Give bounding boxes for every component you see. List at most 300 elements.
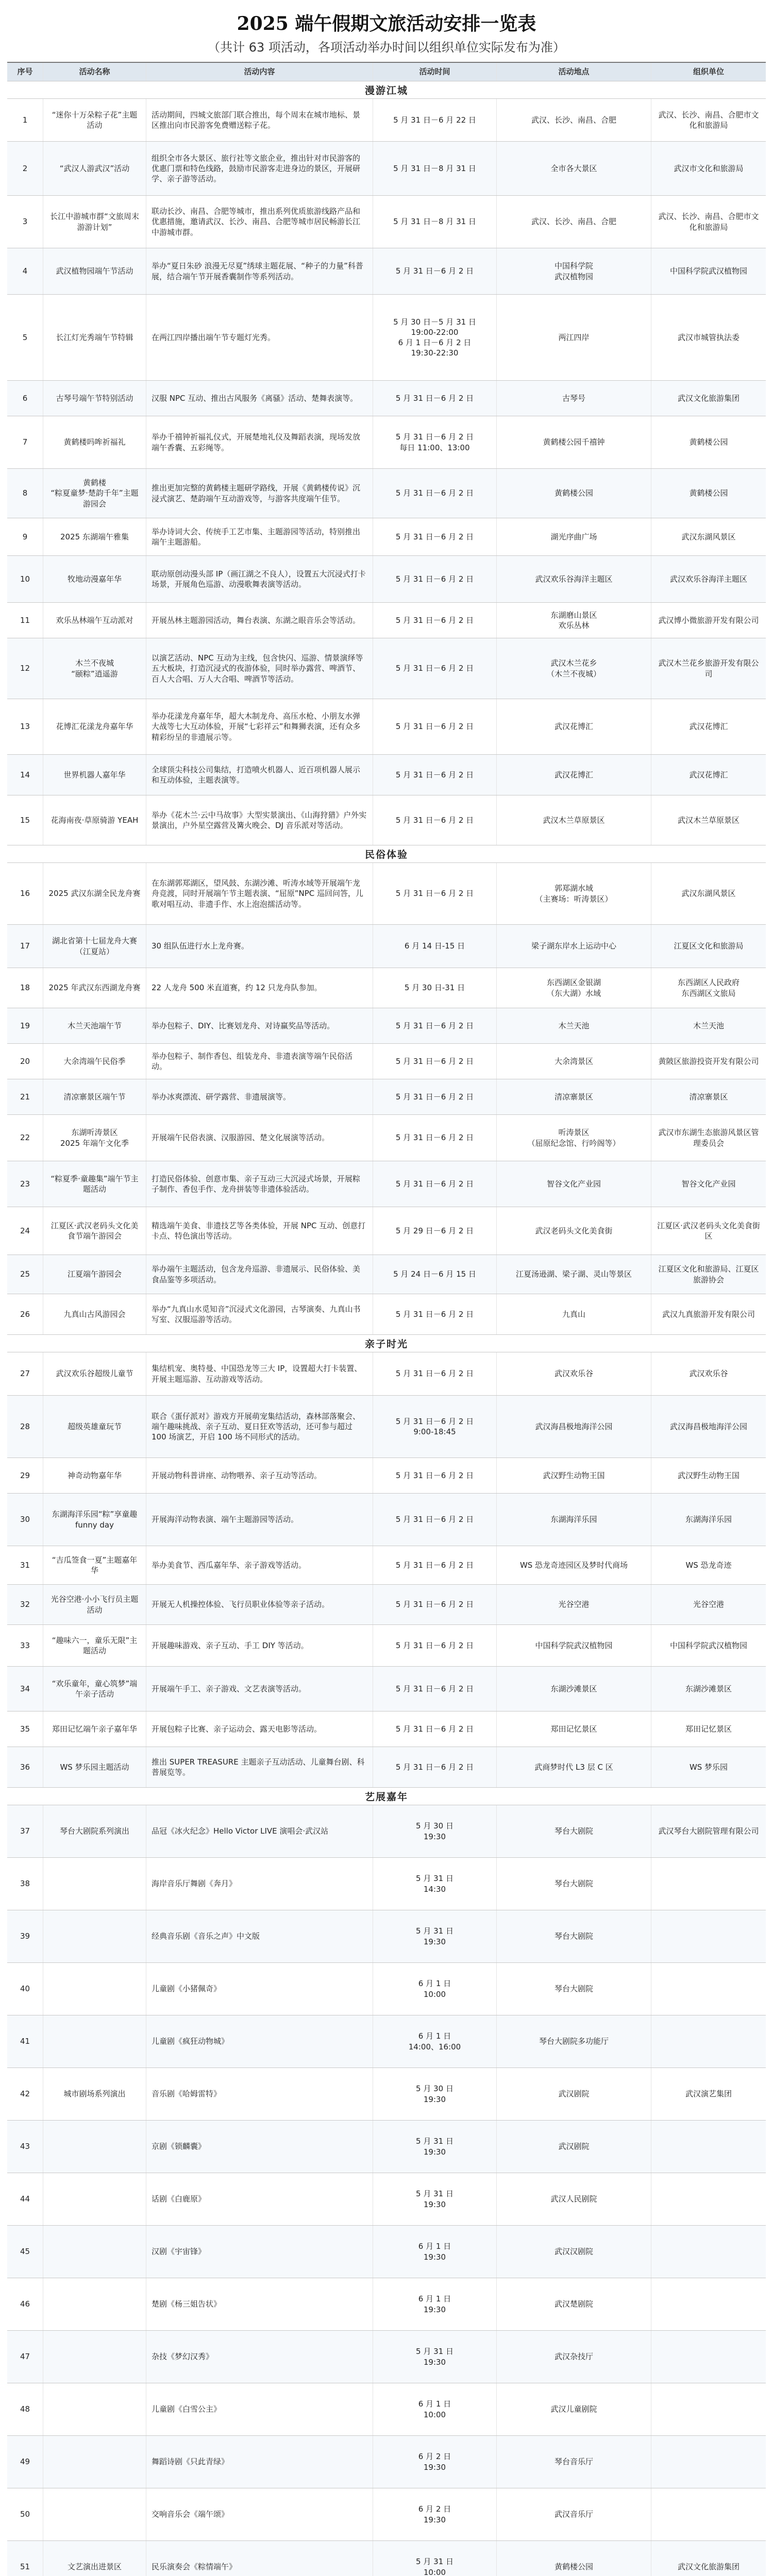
table-row bbox=[7, 142, 766, 196]
activity-location: 武汉海昌极地海洋公园 bbox=[497, 1396, 651, 1458]
activity-time: 5 月 31 日－6 月 2 日 bbox=[373, 556, 497, 602]
activity-name: “吉瓜签食一夏”主题嘉年华 bbox=[43, 1546, 146, 1584]
activity-name: “迷你十万朵粽子花”主题活动 bbox=[43, 99, 146, 141]
activity-time: 5 月 31 日－6 月 2 日 bbox=[373, 603, 497, 638]
row-number: 22 bbox=[7, 1115, 43, 1161]
activity-location: 湖光序曲广场 bbox=[497, 518, 651, 555]
activity-content: 交响音乐会《端午颂》 bbox=[146, 2488, 373, 2540]
activity-name bbox=[43, 2436, 146, 2488]
activity-content: 以演艺活动、NPC 互动为主线，包含快闪、巡游、情景演绎等五大板块，打造沉浸式的夜游体验，同时举办露营、啤酒节、百人大合唱、万人大合唱、啤酒节等活动。 bbox=[146, 638, 373, 699]
activity-time: 5 月 31 日－6 月 2 日 bbox=[373, 1546, 497, 1584]
activity-name: 黄鹤楼吗哞祈福礼 bbox=[43, 416, 146, 468]
header-cell: 活动时间 bbox=[373, 63, 497, 81]
organizer: 武汉木兰草原景区 bbox=[677, 815, 740, 825]
activity-content: 杂技《梦幻汉秀》 bbox=[146, 2331, 373, 2383]
row-number: 23 bbox=[7, 1161, 43, 1207]
row-number: 7 bbox=[7, 416, 43, 468]
organizer: 黄鹤楼公园 bbox=[689, 437, 728, 447]
organizer: 中国科学院武汉植物园 bbox=[669, 1640, 747, 1650]
activity-content: 联动原创动漫头部 IP（画江湖之不良人），设置五大沉浸式打卡场景，开展角色巡游、动漫歌舞表演等活动。 bbox=[146, 556, 373, 602]
organizer: 武汉文化旅游集团 bbox=[677, 393, 740, 403]
activity-location: 黄鹤楼公园 bbox=[497, 2541, 651, 2576]
organizer: 东湖沙滩景区 bbox=[685, 1684, 732, 1693]
organizer bbox=[651, 2278, 766, 2330]
activity-location: 琴台大剧院 bbox=[497, 1910, 651, 1962]
activity-name: 超级英雄童玩节 bbox=[43, 1396, 146, 1458]
activity-content: 举办包粽子、制作香包、组装龙舟、非遗表演等端午民俗活动。 bbox=[146, 1044, 373, 1079]
activity-content: 在东湖郭郑湖区，望风鼓、东湖沙滩、听涛水域等开展端午龙舟竞渡，同时开展端午节主题表演、“屈原”NPC 巡回问答，儿歌对唱互动、非遗手作、水上泡泡擂活动等。 bbox=[146, 863, 373, 924]
organizer bbox=[651, 1963, 766, 2015]
table-row bbox=[7, 1255, 766, 1294]
activity-content: 推出 SUPER TREASURE 主题亲子互动活动、儿童舞台剧、科普展览等。 bbox=[146, 1747, 373, 1787]
organizer: 武汉文化旅游集团 bbox=[677, 2562, 740, 2572]
activity-location: 武汉欢乐谷 bbox=[497, 1352, 651, 1395]
table-row bbox=[7, 381, 766, 416]
activity-location: 黄鹤楼公园 bbox=[497, 469, 651, 518]
activity-name: 花博汇花漾龙舟嘉年华 bbox=[43, 699, 146, 754]
table-row bbox=[7, 755, 766, 795]
row-number: 49 bbox=[7, 2436, 43, 2488]
activity-content: 22 人龙舟 500 米直道赛，约 12 只龙舟队参加。 bbox=[146, 968, 373, 1008]
activity-content: 开展包粽子比赛、亲子运动会、露天电影等活动。 bbox=[146, 1711, 373, 1747]
organizer bbox=[651, 2173, 766, 2225]
table-row bbox=[7, 1747, 766, 1788]
activity-location: 武汉汉剧院 bbox=[497, 2226, 651, 2278]
row-number: 45 bbox=[7, 2226, 43, 2278]
activity-name: 东湖海洋乐园“粽”享童趣 funny day bbox=[43, 1494, 146, 1546]
activity-time: 6 月 1 日 19:30 bbox=[373, 2278, 497, 2330]
activity-name: 木兰天池端午节 bbox=[43, 1008, 146, 1043]
table-row bbox=[7, 1458, 766, 1494]
activity-name: 郑田记忆端午亲子嘉年华 bbox=[43, 1711, 146, 1747]
activity-location: 东湖海洋乐园 bbox=[497, 1494, 651, 1546]
activity-name: “趣味六一，童乐无限”主题活动 bbox=[43, 1625, 146, 1666]
table-row bbox=[7, 2173, 766, 2226]
table-row bbox=[7, 2331, 766, 2383]
activity-name: 武汉植物园端午节活动 bbox=[43, 248, 146, 294]
table-row bbox=[7, 2015, 766, 2068]
table-row bbox=[7, 1546, 766, 1585]
activity-name: 东湖听涛景区 2025 年端午文化季 bbox=[43, 1115, 146, 1161]
activity-location: 武汉、长沙、南昌、合肥 bbox=[497, 99, 651, 141]
row-number: 31 bbox=[7, 1546, 43, 1584]
activity-location: 武汉欢乐谷海洋主题区 bbox=[497, 556, 651, 602]
table-row bbox=[7, 295, 766, 381]
organizer: 智谷文化产业园 bbox=[681, 1179, 736, 1189]
row-number: 19 bbox=[7, 1008, 43, 1043]
row-number: 14 bbox=[7, 755, 43, 795]
activity-content: 举办“九真山水觅知音”沉浸式文化游园，古琴演奏、九真山书写室、汉服巡游等活动。 bbox=[146, 1294, 373, 1334]
organizer: 武汉博小微旅游开发有限公司 bbox=[658, 615, 759, 625]
section-heading: 民俗体验 bbox=[7, 845, 766, 863]
table-row bbox=[7, 968, 766, 1008]
organizer: 武汉演艺集团 bbox=[685, 2089, 732, 2099]
activity-location: 清凉寨景区 bbox=[497, 1079, 651, 1114]
activity-time: 5 月 31 日－6 月 2 日 bbox=[373, 1585, 497, 1624]
organizer: 江夏区文化和旅游局 bbox=[674, 941, 744, 951]
activity-time: 5 月 31 日 19:30 bbox=[373, 2173, 497, 2225]
table-row bbox=[7, 2383, 766, 2436]
table-row bbox=[7, 863, 766, 925]
page-subtitle: （共计 63 项活动，各项活动举办时间以组织单位实际发布为准） bbox=[208, 40, 565, 55]
row-number: 39 bbox=[7, 1910, 43, 1962]
organizer: WS 梦乐园 bbox=[689, 1762, 728, 1772]
activity-time: 5 月 31 日－6 月 2 日 bbox=[373, 699, 497, 754]
organizer: 东西湖区人民政府 东西湖区文旅局 bbox=[677, 978, 740, 998]
row-number: 9 bbox=[7, 518, 43, 555]
activity-content: 开展无人机操控体验、飞行员职业体验等亲子活动。 bbox=[146, 1585, 373, 1624]
activity-location: 琴台大剧院多功能厅 bbox=[497, 2015, 651, 2067]
table-row bbox=[7, 1711, 766, 1747]
organizer: 武汉市城管执法委 bbox=[677, 332, 740, 342]
activity-location: 中国科学院 武汉植物园 bbox=[497, 248, 651, 294]
activity-name: 木兰不夜城 “颐粽”逍遥游 bbox=[43, 638, 146, 699]
activity-time: 5 月 31 日－6 月 2 日 bbox=[373, 1711, 497, 1747]
table-row bbox=[7, 1805, 766, 1858]
organizer bbox=[651, 2331, 766, 2383]
row-number: 16 bbox=[7, 863, 43, 924]
row-number: 25 bbox=[7, 1255, 43, 1294]
section-heading: 亲子时光 bbox=[7, 1335, 766, 1352]
row-number: 27 bbox=[7, 1352, 43, 1395]
activity-content: 30 组队伍进行水上龙舟赛。 bbox=[146, 925, 373, 968]
activity-content: 联合《蛋仔派对》游戏方开展萌宠集结活动，森林部落聚会、端午趣味挑战、亲子互动、夏日狂欢等活动，还可参与超过 100 场演艺，开启 100 场不同形式的活动。 bbox=[146, 1396, 373, 1458]
activity-location: 武汉、长沙、南昌、合肥 bbox=[497, 196, 651, 248]
row-number: 50 bbox=[7, 2488, 43, 2540]
row-number: 46 bbox=[7, 2278, 43, 2330]
activity-name: 黄鹤楼 “粽夏童梦·楚韵千年”主题游园会 bbox=[43, 469, 146, 518]
activity-content: 开展丛林主题游园活动，舞台表演、东湖之眼音乐会等活动。 bbox=[146, 603, 373, 638]
activity-time: 5 月 24 日－6 月 15 日 bbox=[373, 1255, 497, 1294]
activity-content: 京剧《锁麟囊》 bbox=[146, 2121, 373, 2173]
organizer bbox=[651, 2488, 766, 2540]
activity-location: 琴台大剧院 bbox=[497, 1858, 651, 1910]
activity-time: 5 月 31 日 19:30 bbox=[373, 2331, 497, 2383]
organizer: 武汉市东湖生态旅游风景区管理委员会 bbox=[658, 1128, 759, 1148]
activity-content: 开展海洋动物表演、端午主题游园等活动。 bbox=[146, 1494, 373, 1546]
activity-content: 精选端午美食、非遗技艺等各类体验，开展 NPC 互动、创意打卡点、特色演出等活动。 bbox=[146, 1207, 373, 1255]
activity-location: WS 恐龙奇迹园区及梦时代商场 bbox=[497, 1546, 651, 1584]
activity-location: 郑田记忆景区 bbox=[497, 1711, 651, 1747]
table-row bbox=[7, 469, 766, 518]
activity-name: 神奇动物嘉年华 bbox=[43, 1458, 146, 1493]
table-row bbox=[7, 1585, 766, 1625]
table-row bbox=[7, 1207, 766, 1255]
activity-content: 汉剧《宇宙锋》 bbox=[146, 2226, 373, 2278]
row-number: 44 bbox=[7, 2173, 43, 2225]
organizer: 武汉花博汇 bbox=[689, 722, 728, 732]
activity-name: 2025 年武汉东西湖龙舟赛 bbox=[43, 968, 146, 1008]
activity-content: 联动长沙、南昌、合肥等城市，推出系列优质旅游线路产品和优惠措施，邀请武汉、长沙、南昌、合肥等城市居民畅游长江中游城市群。 bbox=[146, 196, 373, 248]
table-row bbox=[7, 603, 766, 638]
organizer bbox=[651, 2436, 766, 2488]
activity-location: 木兰天池 bbox=[497, 1008, 651, 1043]
activity-location: 全市各大景区 bbox=[497, 142, 651, 195]
activity-time: 5 月 31 日－6 月 2 日 bbox=[373, 469, 497, 518]
activity-time: 5 月 31 日－6 月 2 日 bbox=[373, 1044, 497, 1079]
row-number: 51 bbox=[7, 2541, 43, 2576]
row-number: 43 bbox=[7, 2121, 43, 2173]
activity-time: 5 月 29 日－6 月 2 日 bbox=[373, 1207, 497, 1255]
activity-time: 5 月 31 日 19:30 bbox=[373, 2121, 497, 2173]
activity-location: 武汉木兰花乡 （木兰不夜城） bbox=[497, 638, 651, 699]
table-row bbox=[7, 2226, 766, 2278]
row-number: 15 bbox=[7, 795, 43, 845]
activity-content: 举办千禧钟祈福礼仪式，开展楚地礼仪及舞蹈表演，现场发放端午香囊、五彩绳等。 bbox=[146, 416, 373, 468]
table-row bbox=[7, 1352, 766, 1396]
organizer: 江夏区·武汉老码头文化美食街区 bbox=[657, 1221, 760, 1241]
activity-location: 武汉人民剧院 bbox=[497, 2173, 651, 2225]
table-header bbox=[7, 63, 766, 81]
row-number: 40 bbox=[7, 1963, 43, 2015]
activity-time: 5 月 31 日－6 月 2 日 bbox=[373, 1625, 497, 1666]
organizer: 武汉九真旅游开发有限公司 bbox=[662, 1309, 755, 1319]
row-number: 11 bbox=[7, 603, 43, 638]
header-cell: 组织单位 bbox=[693, 67, 724, 77]
section-heading: 漫游江城 bbox=[7, 81, 766, 99]
activity-name bbox=[43, 1858, 146, 1910]
activity-content: 举办美食节、西瓜嘉年华、亲子游戏等活动。 bbox=[146, 1546, 373, 1584]
row-number: 1 bbox=[7, 99, 43, 141]
row-number: 10 bbox=[7, 556, 43, 602]
activity-time: 5 月 31 日－6 月 2 日 bbox=[373, 1115, 497, 1161]
activity-location: 武汉杂技厅 bbox=[497, 2331, 651, 2383]
organizer: 中国科学院武汉植物园 bbox=[669, 266, 747, 276]
table-row bbox=[7, 1294, 766, 1335]
activity-name: 湖北省第十七届龙舟大赛（江夏站） bbox=[43, 925, 146, 968]
row-number: 5 bbox=[7, 295, 43, 380]
row-number: 29 bbox=[7, 1458, 43, 1493]
activity-content: 举办冰爽漂流、研学露营、非遗展演等。 bbox=[146, 1079, 373, 1114]
activity-time: 5 月 31 日－6 月 22 日 bbox=[373, 99, 497, 141]
table-row bbox=[7, 1910, 766, 1963]
activity-content: 全球顶尖科技公司集结，打造喷火机器人、近百项机器人展示和互动体验，主题表演等。 bbox=[146, 755, 373, 795]
activity-time: 5 月 31 日 10:00 bbox=[373, 2541, 497, 2576]
activity-time: 6 月 1 日 14:00、16:00 bbox=[373, 2015, 497, 2067]
header-cell: 活动内容 bbox=[146, 63, 373, 81]
organizer: 武汉欢乐谷 bbox=[689, 1369, 728, 1379]
table-row bbox=[7, 1161, 766, 1207]
activity-content: 开展动物科普讲座、动物喂养、亲子互动等活动。 bbox=[146, 1458, 373, 1493]
table-row bbox=[7, 1963, 766, 2015]
activity-name: 清凉寨景区端午节 bbox=[43, 1079, 146, 1114]
table-row bbox=[7, 1494, 766, 1546]
row-number: 37 bbox=[7, 1805, 43, 1857]
activity-content: 舞蹈诗剧《只此青绿》 bbox=[146, 2436, 373, 2488]
activity-location: 武汉楚剧院 bbox=[497, 2278, 651, 2330]
organizer: 武汉、长沙、南昌、合肥市文化和旅游局 bbox=[658, 110, 759, 130]
organizer: 武汉野生动物王国 bbox=[677, 1470, 740, 1480]
table-row bbox=[7, 925, 766, 968]
activity-name: 城市剧场系列演出 bbox=[43, 2068, 146, 2120]
activity-content: 汉服 NPC 互动、推出古风服务《离骚》活动、楚舞表演等。 bbox=[146, 381, 373, 416]
row-number: 36 bbox=[7, 1747, 43, 1787]
table-row bbox=[7, 1079, 766, 1115]
table-row bbox=[7, 99, 766, 142]
activity-time: 5 月 31 日－6 月 2 日 bbox=[373, 1667, 497, 1711]
organizer bbox=[651, 2383, 766, 2435]
activity-name: 武汉欢乐谷超级儿童节 bbox=[43, 1352, 146, 1395]
row-number: 47 bbox=[7, 2331, 43, 2383]
table-row bbox=[7, 196, 766, 248]
table-row bbox=[7, 638, 766, 699]
activity-time: 5 月 30 日 19:30 bbox=[373, 1805, 497, 1857]
organizer: 清凉寨景区 bbox=[689, 1092, 728, 1101]
activity-time: 5 月 31 日－6 月 2 日 bbox=[373, 1458, 497, 1493]
activity-name bbox=[43, 2331, 146, 2383]
activity-time: 6 月 2 日 19:30 bbox=[373, 2488, 497, 2540]
activity-content: 话剧《白鹿原》 bbox=[146, 2173, 373, 2225]
activity-location: 江夏汤逊湖、梁子湖、灵山等景区 bbox=[497, 1255, 651, 1294]
activity-time: 5 月 30 日－5 月 31 日 19:00-22:00 6 月 1 日－6 月 2 日 19:30-22:30 bbox=[373, 295, 497, 380]
organizer: 武汉海昌极地海洋公园 bbox=[669, 1421, 747, 1431]
row-number: 32 bbox=[7, 1585, 43, 1624]
activity-content: 举办《花木兰·云中马故事》大型实景演出、《山海狩猎》户外实景演出，户外星空露营及篝火晚会、DJ 音乐派对等活动。 bbox=[146, 795, 373, 845]
table-row bbox=[7, 1008, 766, 1044]
activity-time: 5 月 31 日－6 月 2 日 bbox=[373, 1008, 497, 1043]
organizer: 黄鹤楼公园 bbox=[689, 488, 728, 498]
activity-content: 举办端午主题活动，包含龙舟巡游、非遗展示、民俗体验、美食品鉴等多项活动。 bbox=[146, 1255, 373, 1294]
activity-content: 经典音乐剧《音乐之声》中文版 bbox=[146, 1910, 373, 1962]
activity-location: 中国科学院武汉植物园 bbox=[497, 1625, 651, 1666]
row-number: 4 bbox=[7, 248, 43, 294]
table-row bbox=[7, 2488, 766, 2541]
activity-name bbox=[43, 2226, 146, 2278]
table-row bbox=[7, 1115, 766, 1161]
activity-content: 音乐剧《哈姆雷特》 bbox=[146, 2068, 373, 2120]
row-number: 34 bbox=[7, 1667, 43, 1711]
activity-content: 海岸音乐厅舞剧《奔月》 bbox=[146, 1858, 373, 1910]
activity-name bbox=[43, 1963, 146, 2015]
activity-content: 组织全市各大景区、旅行社等文旅企业，推出针对市民游客的优惠门票和特色线路，鼓励市民游客走进身边的景区，开展研学、亲子游等活动。 bbox=[146, 142, 373, 195]
activity-location: 武汉儿童剧院 bbox=[497, 2383, 651, 2435]
activity-time: 5 月 31 日－6 月 2 日 bbox=[373, 1079, 497, 1114]
activity-location: 武汉花博汇 bbox=[497, 755, 651, 795]
row-number: 2 bbox=[7, 142, 43, 195]
activity-location: 武汉剧院 bbox=[497, 2121, 651, 2173]
activity-time: 6 月 1 日 19:30 bbox=[373, 2226, 497, 2278]
activity-time: 5 月 31 日－8 月 31 日 bbox=[373, 196, 497, 248]
activity-location: 东西湖区金银湖 （东大湖）水域 bbox=[497, 968, 651, 1008]
activity-content: 楚剧《杨三姐告状》 bbox=[146, 2278, 373, 2330]
activity-content: 民乐演奏会《粽情端午》 bbox=[146, 2541, 373, 2576]
activity-location: 武汉木兰草原景区 bbox=[497, 795, 651, 845]
activity-name: 世界机器人嘉年华 bbox=[43, 755, 146, 795]
activity-content: 活动期间，四城文旅部门联合推出，每个周末在城市地标、景区推出向市民游客免费赠送粽子花。 bbox=[146, 99, 373, 141]
activity-name: 2025 武汉东湖全民龙舟赛 bbox=[43, 863, 146, 924]
page-title: 2025 端午假期文旅活动安排一览表 bbox=[237, 13, 536, 35]
activity-location: 九真山 bbox=[497, 1294, 651, 1334]
table-row bbox=[7, 699, 766, 755]
activity-name: 九真山古风游园会 bbox=[43, 1294, 146, 1334]
activity-location: 光谷空港 bbox=[497, 1585, 651, 1624]
activity-name: 2025 东湖端午雅集 bbox=[43, 518, 146, 555]
activity-time: 5 月 30 日-31 日 bbox=[373, 968, 497, 1008]
row-number: 30 bbox=[7, 1494, 43, 1546]
table-row bbox=[7, 1625, 766, 1667]
activity-content: 儿童剧《白雪公主》 bbox=[146, 2383, 373, 2435]
row-number: 3 bbox=[7, 196, 43, 248]
table-row bbox=[7, 1667, 766, 1711]
activity-time: 5 月 31 日－8 月 31 日 bbox=[373, 142, 497, 195]
activity-name: “武汉人游武汉”活动 bbox=[43, 142, 146, 195]
activity-content: 举办“夏日朱砂 浪漫无尽夏”绣球主题花展、“种子的力量”科普展，结合端午节开展香囊制作等系列活动。 bbox=[146, 248, 373, 294]
activity-location: 武汉剧院 bbox=[497, 2068, 651, 2120]
row-number: 33 bbox=[7, 1625, 43, 1666]
activity-name: 花海南夜·草原骑游 YEAH bbox=[43, 795, 146, 845]
activity-time: 5 月 31 日－6 月 2 日 bbox=[373, 1161, 497, 1207]
activity-time: 6 月 14 日-15 日 bbox=[373, 925, 497, 968]
organizer bbox=[651, 2015, 766, 2067]
activity-time: 6 月 2 日 19:30 bbox=[373, 2436, 497, 2488]
table-row bbox=[7, 795, 766, 845]
organizer: 光谷空港 bbox=[693, 1600, 724, 1609]
table-row bbox=[7, 416, 766, 469]
organizer: 武汉、长沙、南昌、合肥市文化和旅游局 bbox=[658, 212, 759, 232]
row-number: 38 bbox=[7, 1858, 43, 1910]
activity-location: 郭郑湖水域 （主赛场：听涛景区） bbox=[497, 863, 651, 924]
activity-name: 江夏区·武汉老码头文化美食节端午游园会 bbox=[43, 1207, 146, 1255]
organizer bbox=[651, 2226, 766, 2278]
activity-name: 琴台大剧院系列演出 bbox=[43, 1805, 146, 1857]
organizer: 武汉木兰花乡旅游开发有限公司 bbox=[658, 658, 759, 679]
row-number: 48 bbox=[7, 2383, 43, 2435]
activity-time: 5 月 31 日 14:30 bbox=[373, 1858, 497, 1910]
table-row bbox=[7, 518, 766, 556]
table-row bbox=[7, 556, 766, 603]
organizer: 武汉东湖风景区 bbox=[681, 532, 736, 541]
row-number: 24 bbox=[7, 1207, 43, 1255]
row-number: 18 bbox=[7, 968, 43, 1008]
activity-content: 开展端午民俗表演、汉服游园、楚文化展演等活动。 bbox=[146, 1115, 373, 1161]
activity-name bbox=[43, 2121, 146, 2173]
table-row bbox=[7, 1044, 766, 1079]
table-row bbox=[7, 2541, 766, 2576]
activity-time: 6 月 1 日 10:00 bbox=[373, 1963, 497, 2015]
activity-location: 东湖磨山景区 欢乐丛林 bbox=[497, 603, 651, 638]
activity-content: 儿童剧《疯狂动物城》 bbox=[146, 2015, 373, 2067]
activity-content: 推出更加完整的黄鹤楼主题研学路线，开展《黄鹤楼传说》沉浸式演艺、楚韵端午互动游戏等，与游客共度端午佳节。 bbox=[146, 469, 373, 518]
row-number: 41 bbox=[7, 2015, 43, 2067]
activity-time: 5 月 31 日－6 月 2 日 bbox=[373, 518, 497, 555]
activity-name: 古琴号端午节特别活动 bbox=[43, 381, 146, 416]
activity-location: 古琴号 bbox=[497, 381, 651, 416]
activity-name bbox=[43, 2173, 146, 2225]
activity-time: 6 月 1 日 10:00 bbox=[373, 2383, 497, 2435]
table-row bbox=[7, 1396, 766, 1458]
activity-content: 举办诗词大会、传统手工艺市集、主题游园等活动，特别推出端午主题游船。 bbox=[146, 518, 373, 555]
row-number: 28 bbox=[7, 1396, 43, 1458]
activity-content: 集结机宠、奥特曼、中国恐龙等三大 IP，设置超大打卡装置、开展主题巡游、互动游戏等活动。 bbox=[146, 1352, 373, 1395]
activity-name bbox=[43, 2278, 146, 2330]
activity-content: 在两江四岸播出端午节专题灯光秀。 bbox=[146, 295, 373, 380]
organizer: 武汉东湖风景区 bbox=[681, 889, 736, 899]
row-number: 20 bbox=[7, 1044, 43, 1079]
activity-name: 江夏端午游园会 bbox=[43, 1255, 146, 1294]
activity-name: 牧地动漫嘉年华 bbox=[43, 556, 146, 602]
section-heading: 艺展嘉年 bbox=[7, 1788, 766, 1805]
activity-table bbox=[7, 62, 766, 2576]
organizer: 江夏区文化和旅游局、江夏区旅游协会 bbox=[658, 1264, 759, 1284]
header-cell: 序号 bbox=[7, 63, 43, 81]
activity-location: 东湖沙滩景区 bbox=[497, 1667, 651, 1711]
organizer bbox=[651, 1858, 766, 1910]
activity-name: “粽夏季·童趣集”端午节主题活动 bbox=[43, 1161, 146, 1207]
activity-content: 举办包粽子、DIY、比赛划龙舟、对诗赢奖品等活动。 bbox=[146, 1008, 373, 1043]
activity-time: 5 月 31 日－6 月 2 日 bbox=[373, 1747, 497, 1787]
activity-time: 5 月 31 日－6 月 2 日 bbox=[373, 248, 497, 294]
organizer: 武汉市文化和旅游局 bbox=[674, 163, 744, 173]
